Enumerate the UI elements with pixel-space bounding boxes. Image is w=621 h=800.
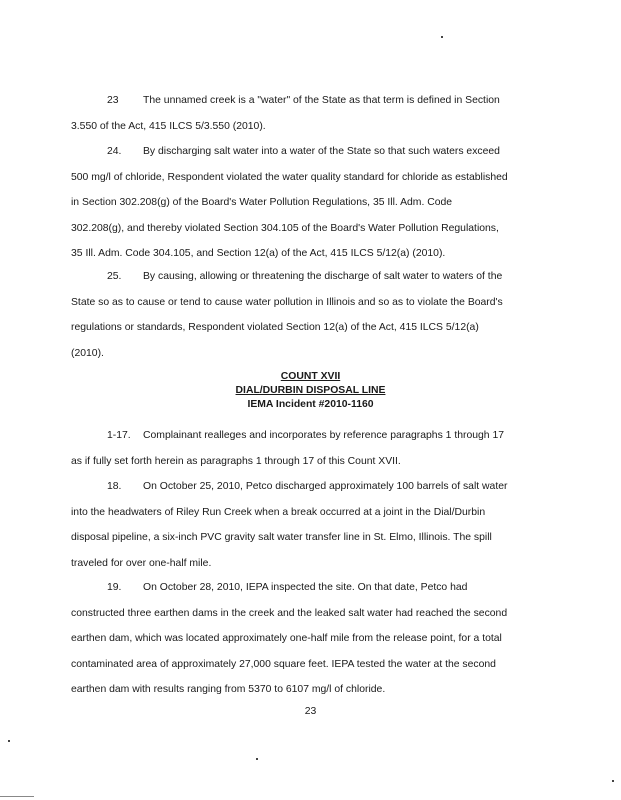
paragraph-line: traveled for over one-half mile. [71, 557, 212, 569]
scan-speck [256, 758, 258, 760]
paragraph-line: 19. On October 28, 2010, IEPA inspected the site. On that date, Petco had [71, 575, 541, 601]
paragraph-line: constructed three earthen dams in the creek and the leaked salt water had reached the second [71, 607, 508, 619]
paragraph-number: 23 [107, 95, 119, 106]
paragraph-line: 1-17. Complainant realleges and incorporates by reference paragraphs 1 through 17 [71, 423, 541, 449]
paragraph-line: 18. On October 25, 2010, Petco discharged approximately 100 barrels of salt water [71, 474, 541, 500]
paragraph-number: 1-17. [107, 430, 131, 441]
incident-number: IEMA Incident #2010-1160 [247, 399, 374, 410]
paragraph-line: as if fully set forth herein as paragraphs 1 through 17 of this Count XVII. [71, 455, 401, 467]
paragraph-number: 24. [107, 146, 122, 157]
paragraph-1-17 [71, 423, 541, 474]
paragraph-line: in Section 302.208(g) of the Board's Water Pollution Regulations, 35 Ill. Adm. Code [71, 197, 453, 209]
paragraph-line: 35 Ill. Adm. Code 304.105, and Section 12(a) of the Act, 415 ILCS 5/12(a) (2010). [71, 248, 446, 260]
paragraph-line: regulations or standards, Respondent violated Section 12(a) of the Act, 415 ILCS 5/12(a) [71, 322, 479, 334]
paragraph-line: into the headwaters of Riley Run Creek when a break occurred at a joint in the Dial/Durbin [71, 506, 486, 518]
paragraph-line: 3.550 of the Act, 415 ILCS 5/3.550 (2010). [71, 120, 266, 132]
scan-speck [441, 36, 443, 38]
paragraph-25 [71, 264, 541, 366]
paragraph-line: 302.208(g), and thereby violated Section 304.105 of the Board's Water Pollution Regulations, [71, 222, 499, 234]
paragraph-line: 23 The unnamed creek is a "water" of the State as that term is defined in Section [71, 88, 541, 114]
paragraph-line: (2010). [71, 347, 104, 359]
paragraph-line: 24. By discharging salt water into a water of the State so that such waters exceed [71, 139, 541, 165]
paragraph-line: State so as to cause or tend to cause water pollution in Illinois and so as to violate the Board's [71, 296, 503, 308]
paragraph-line: contaminated area of approximately 27,000 square feet. IEPA tested the water at the second [71, 658, 496, 670]
scan-speck [8, 740, 10, 742]
paragraph-19 [71, 575, 541, 703]
scan-speck [612, 780, 614, 782]
scan-edge [0, 796, 34, 797]
paragraph-line: 25. By causing, allowing or threatening the discharge of salt water to waters of the [71, 264, 541, 290]
paragraph-24 [71, 139, 541, 267]
paragraph-line: 500 mg/l of chloride, Respondent violated the water quality standard for chloride as established [71, 171, 508, 183]
count-subtitle: DIAL/DURBIN DISPOSAL LINE [235, 385, 386, 396]
paragraph-18 [71, 474, 541, 576]
paragraph-line: earthen dam, which was located approximately one-half mile from the release point, for a total [71, 633, 502, 645]
paragraph-number: 18. [107, 481, 122, 492]
paragraph-line: earthen dam with results ranging from 5370 to 6107 mg/l of chloride. [71, 684, 386, 696]
count-heading [0, 370, 621, 412]
paragraph-23 [71, 88, 541, 139]
count-title: COUNT XVII [280, 371, 341, 382]
page-number: 23 [304, 706, 317, 717]
paragraph-number: 25. [107, 271, 122, 282]
paragraph-number: 19. [107, 582, 122, 593]
paragraph-line: disposal pipeline, a six-inch PVC gravity salt water transfer line in St. Elmo, Illinois. The spill [71, 532, 492, 544]
